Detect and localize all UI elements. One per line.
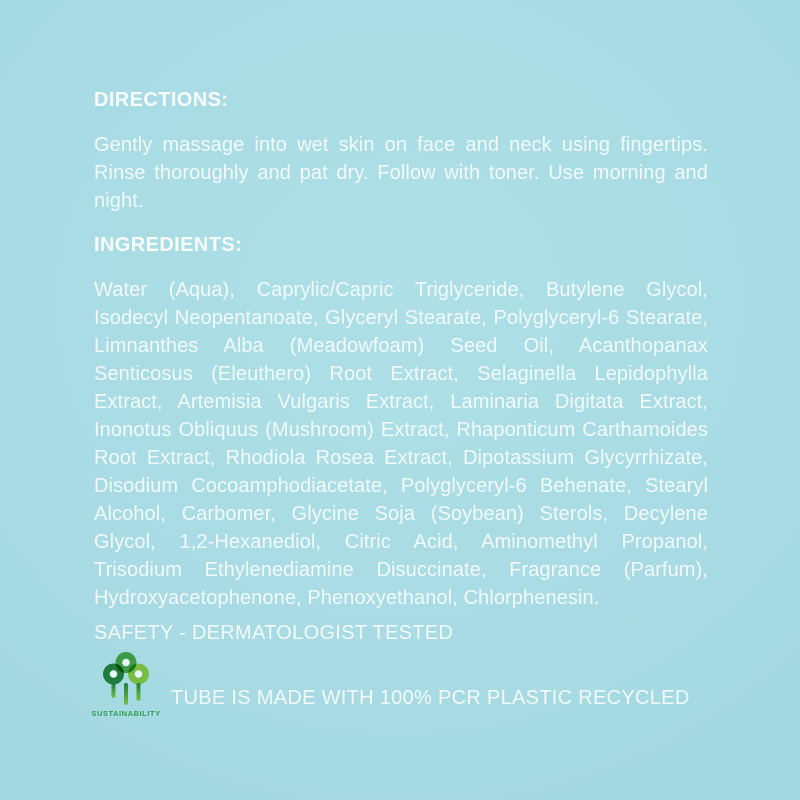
safety-statement: SAFETY - DERMATOLOGIST TESTED [94, 622, 454, 644]
directions-section [94, 86, 708, 215]
sustainability-row [91, 651, 708, 718]
ingredients-section [94, 231, 708, 612]
sustainability-caption: SUSTAINABILITY [91, 709, 161, 718]
directions-text: Gently massage into wet skin on face and neck using fingertips. Rinse thoroughly and pat dry. Follow with toner. Use morning and night. [94, 134, 708, 212]
ingredients-text: Water (Aqua), Caprylic/Capric Triglyceride, Butylene Glycol, Isodecyl Neopentanoate, Glyceryl Stearate, Polyglyceryl-6 Stearate, Limnanthes Alba (Meadowfoam) Seed Oil, Acanthopanax Senticosus (Eleuthero) Root Extract, Selaginella Lepidophylla Extract, Artemisia Vulgaris Extract, Laminaria Digitata Extract, Inonotus Obliquus (Mushroom) Extract, Rhaponticum Carthamoides Root Extract, Rhodiola Rosea Extract, Dipotassium Glycyrrhizate, Disodium Cocoamphodiacetate, Polyglyceryl-6 Behenate, Stearyl Alcohol, Carbomer, Glycine Soja (Soybean) Sterols, Decylene Glycol, 1,2-Hexanediol, Citric Acid, Aminomethyl Propanol, Trisodium Ethylenediamine Disuccinate, Fragrance (Parfum), Hydroxyacetophenone, Phenoxyethanol, Chlorphenesin. [94, 279, 708, 609]
tree-icon [102, 651, 150, 707]
tube-recycled-claim: TUBE IS MADE WITH 100% PCR PLASTIC RECYCLED [171, 687, 690, 709]
ingredients-heading: INGREDIENTS: [94, 234, 243, 256]
sustainability-badge [91, 651, 161, 718]
directions-heading: DIRECTIONS: [94, 89, 229, 111]
